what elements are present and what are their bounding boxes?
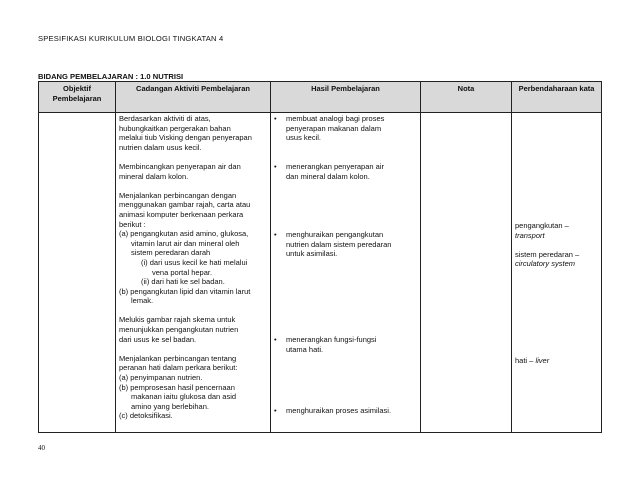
- vocab-term: sistem peredaran –: [515, 249, 580, 259]
- vocab-entry: [515, 356, 601, 366]
- outcome-line: untuk asimilasi.: [286, 249, 338, 259]
- outcome-line: menerangkan fungsi-fungsi: [286, 335, 377, 344]
- activity-line: (ii) dari hati ke sel badan.: [141, 277, 225, 287]
- activity-line: Membincangkan penyerapan air dan: [119, 161, 241, 171]
- activity-line: (c) detoksifikasi.: [119, 411, 173, 421]
- outcome-line: dan mineral dalam kolon.: [286, 171, 370, 181]
- activity-line: Menjalankan perbincangan tentang: [119, 353, 237, 363]
- bullet-icon: •: [274, 114, 277, 123]
- activity-line: sistem peredaran darah: [131, 248, 211, 258]
- activity-line: lemak.: [131, 296, 154, 306]
- activity-line: (b) pemprosesan hasil pencernaan: [119, 382, 235, 392]
- outcome-line: menghuraikan pengangkutan: [286, 230, 384, 239]
- outcome-item: [274, 162, 418, 181]
- objektif-cell: [39, 113, 116, 433]
- bullet-icon: •: [274, 335, 277, 344]
- hasil-cell: [271, 113, 421, 433]
- outcome-line: usus kecil.: [286, 133, 322, 143]
- vocab-translation: liver: [535, 356, 550, 365]
- outcome-item: [274, 335, 418, 354]
- outcome-item: [274, 230, 418, 259]
- outcome-line: membuat analogi bagi proses: [286, 114, 385, 123]
- activity-line: Berdasarkan aktiviti di atas,: [119, 114, 211, 123]
- activity-line: (a) pengangkutan asid amino, glukosa,: [119, 229, 249, 239]
- vocab-term: hati –: [515, 356, 536, 365]
- outcome-line: nutrien dalam sistem peredaran: [286, 239, 392, 249]
- outcome-line: menerangkan penyerapan air: [286, 162, 384, 171]
- activity-line: vitamin larut air dan mineral oleh: [131, 238, 240, 248]
- col-header-objektif: Objektif Pembelajaran: [39, 82, 116, 113]
- activity-line: makanan iaitu glukosa dan asid: [131, 392, 237, 402]
- outcome-item: [274, 406, 418, 416]
- activity-line: amino yang berlebihan.: [131, 401, 209, 411]
- activity-line: Menjalankan perbincangan dengan: [119, 190, 237, 200]
- activity-line: animasi komputer berkenaan perkara: [119, 209, 244, 219]
- activity-line: vena portal hepar.: [152, 267, 213, 277]
- bullet-icon: •: [274, 230, 277, 239]
- activity-line: melalui tiub Visking dengan penyerapan: [119, 133, 252, 143]
- bullet-icon: •: [274, 406, 277, 415]
- activity-line: Melukis gambar rajah skema untuk: [119, 315, 236, 325]
- activity-line: peranan hati dalam perkara berikut:: [119, 363, 238, 373]
- outcome-line: menghuraikan proses asimilasi.: [286, 406, 392, 415]
- perbendaharaan-cell: [512, 113, 602, 433]
- activity-line: menggunakan gambar rajah, carta atau: [119, 200, 251, 210]
- vocab-translation: circulatory system: [515, 259, 576, 269]
- activity-line: (a) penyimpanan nutrien.: [119, 373, 203, 383]
- page-header: SPESIFIKASI KURIKULUM BIOLOGI TINGKATAN 4: [38, 34, 224, 43]
- nota-cell: [421, 113, 512, 433]
- vocab-term: pengangkutan –: [515, 221, 569, 230]
- activity-line: (b) pengangkutan lipid dan vitamin larut: [119, 286, 251, 296]
- activity-line: mineral dalam kolon.: [119, 171, 189, 181]
- col-header-hasil: Hasil Pembelajaran: [271, 82, 421, 113]
- activity-line: menunjukkan pengangkutan nutrien: [119, 325, 239, 335]
- outcome-item: [274, 114, 418, 143]
- activity-line: dari usus ke sel badan.: [119, 334, 197, 344]
- col-header-perbendaharaan: Perbendaharaan kata: [512, 82, 602, 113]
- table-row: [39, 113, 602, 433]
- outcome-line: utama hati.: [286, 344, 324, 354]
- aktiviti-cell: [116, 113, 271, 433]
- vocab-translation: transport: [515, 230, 545, 240]
- activity-line: (i) dari usus kecil ke hati melalui: [141, 257, 248, 267]
- activity-line: berikut :: [119, 219, 146, 229]
- bullet-icon: •: [274, 162, 277, 171]
- col-header-nota: Nota: [421, 82, 512, 113]
- activity-line: hubungkaitkan pergerakan bahan: [119, 123, 231, 133]
- outcome-line: penyerapan makanan dalam: [286, 123, 382, 133]
- curriculum-table: [38, 81, 602, 433]
- activity-line: nutrien dalam usus kecil.: [119, 142, 202, 152]
- section-title: BIDANG PEMBELAJARAN : 1.0 NUTRISI: [38, 72, 184, 81]
- page-number: 40: [38, 444, 45, 452]
- table-header-row: [39, 82, 602, 113]
- col-header-aktiviti: Cadangan Aktiviti Pembelajaran: [116, 82, 271, 113]
